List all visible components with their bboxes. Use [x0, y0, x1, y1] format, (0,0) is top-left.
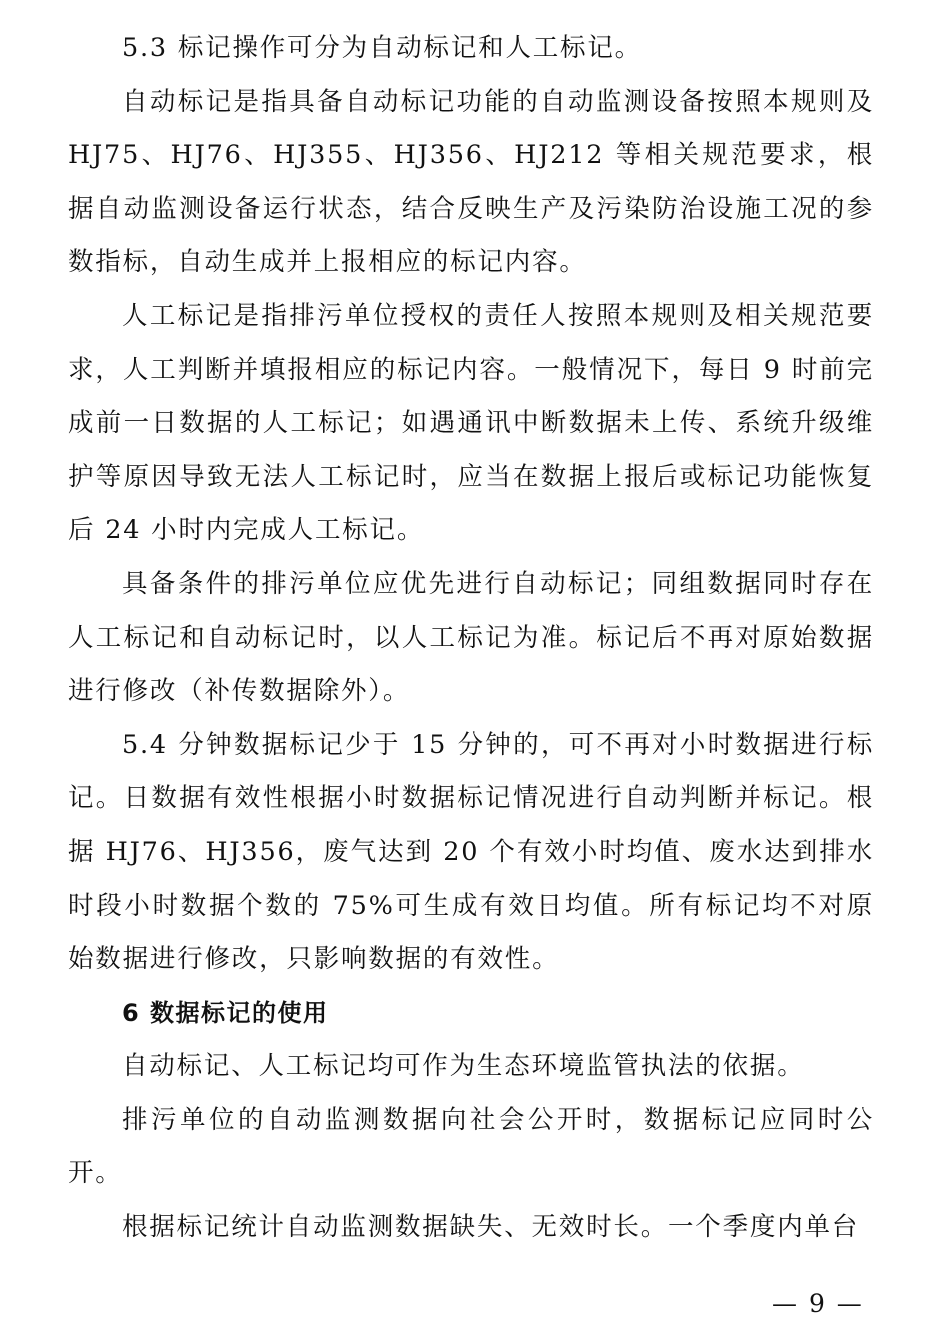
paragraph-public-disclosure: 排污单位的自动监测数据向社会公开时，数据标记应同时公开。 [68, 1104, 874, 1189]
paragraph-statistics: 根据标记统计自动监测数据缺失、无效时长。一个季度内单台 [122, 1212, 860, 1243]
paragraph-auto-marking: 自动标记是指具备自动标记功能的自动监测设备按照本规则及HJ75、HJ76、HJ355、HJ356、HJ212 等相关规范要求，根据自动监测设备运行状态，结合反映生产及污染防治设施工况的参数指标，自动生成并上报相应的标记内容。 [68, 86, 874, 278]
paragraph-5-3: 5.3 标记操作可分为自动标记和人工标记。 [122, 33, 642, 63]
document-page [68, 22, 874, 1255]
page-number: — 9 — [772, 1289, 864, 1318]
paragraph-manual-marking: 人工标记是指排污单位授权的责任人按照本规则及相关规范要求，人工判断并填报相应的标记内容。一般情况下，每日 9 时前完成前一日数据的人工标记；如遇通讯中断数据未上传、系统升级维护等原因导致无法人工标记时，应当在数据上报后或标记功能恢复后 24 小时内完成人工标记。 [68, 300, 874, 546]
section-heading-6: 6 数据标记的使用 [122, 998, 329, 1027]
paragraph-5-4: 5.4 分钟数据标记少于 15 分钟的，可不再对小时数据进行标记。日数据有效性根据小时数据标记情况进行自动判断并标记。根据 HJ76、HJ356，废气达到 20 个有效小时均值、废水达到排水时段小时数据个数的 75%可生成有效日均值。所有标记均不对原始数据进行修改，只影响数据的有效性。 [68, 729, 874, 975]
paragraph-enforcement-basis: 自动标记、人工标记均可作为生态环境监管执法的依据。 [122, 1051, 805, 1082]
paragraph-priority: 具备条件的排污单位应优先进行自动标记；同组数据同时存在人工标记和自动标记时，以人工标记为准。标记后不再对原始数据进行修改（补传数据除外）。 [68, 568, 874, 707]
